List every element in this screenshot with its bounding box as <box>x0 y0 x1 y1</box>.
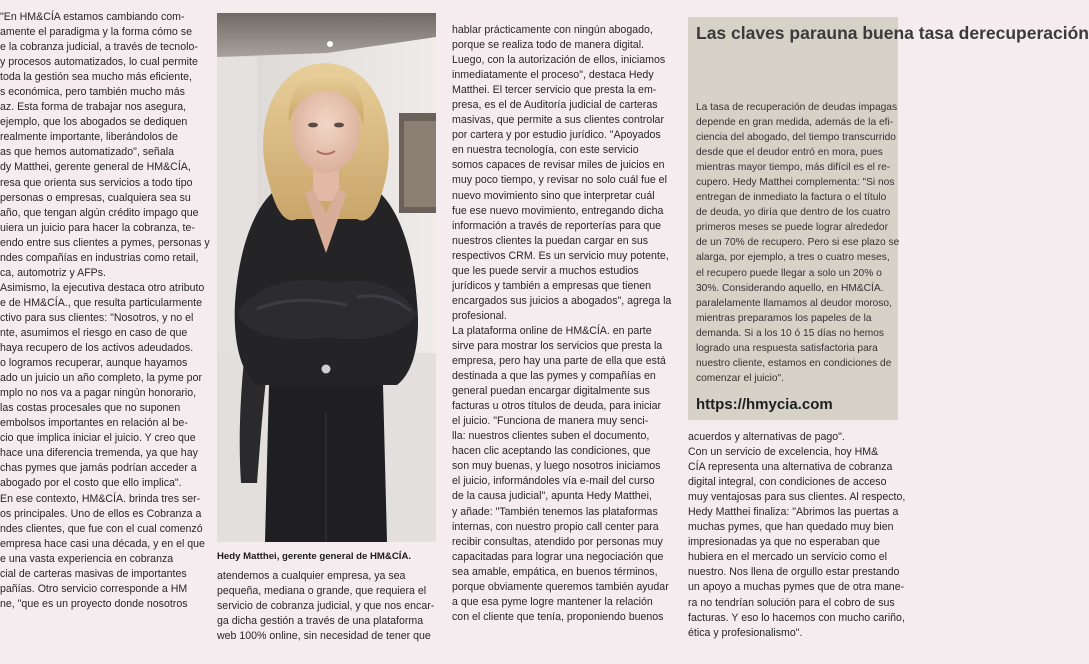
text-line: ética y profesionalismo". <box>688 626 803 639</box>
text-line: muchas pymes, que han quedado muy bien <box>688 521 894 534</box>
text-line: demanda. Si a los 10 ó 15 días no hemos <box>696 327 885 339</box>
text-line: destinada a que las pymes y compañías en <box>452 370 656 383</box>
text-line: inmediatamente el proceso", destaca Hedy <box>452 69 654 82</box>
text-line: una buena tasa de <box>826 23 980 43</box>
text-line: nuevo movimiento sino que interpretar cuál <box>452 189 655 202</box>
text-line: cupero. Hedy Matthei complementa: "Si nos <box>696 177 895 189</box>
sidebar-title <box>696 23 1089 44</box>
text-line: nte, asumimos el riesgo en caso de que <box>0 326 188 339</box>
text-line: haya recupero de los activos adeudados. <box>0 342 194 355</box>
text-line: hacen clic aceptando las condiciones, que <box>452 445 651 458</box>
text-line: ga dicha gestión a través de una plataforma <box>217 615 424 628</box>
text-line: cial de carteras masivas de importantes <box>0 567 187 580</box>
text-line: depende en gran medida, además de la efi- <box>696 117 894 129</box>
website-link[interactable]: https://hmycia.com <box>696 396 833 413</box>
text-line: primeros meses se puede lograr alrededor <box>696 222 888 234</box>
text-line: ra no tendrían solución para el cobro de sus <box>688 596 895 609</box>
text-line: ctivo para sus clientes: "Nosotros, y no el <box>0 311 194 324</box>
text-line: e una vasta experiencia en cobranza <box>0 552 174 565</box>
text-line: uiera un juicio para hacer la cobranza, te- <box>0 221 195 234</box>
text-line: empresa, pero hay una parte de ella que está <box>452 355 666 368</box>
text-line: ndes compañías en industrias como retail, <box>0 251 199 264</box>
text-line: que les puede servir a muchos estudios <box>452 264 639 277</box>
text-line: muy poco tiempo, y revisar no solo cuál fue el <box>452 174 667 187</box>
text-line: en nuestra tecnología, con este servicio <box>452 144 639 157</box>
text-line: facturas u otros títulos de deuda, para iniciar <box>452 400 662 413</box>
text-line: web 100% online, sin necesidad de tener que <box>217 630 431 643</box>
text-line: mientras preparamos los papeles de la <box>696 312 872 324</box>
text-line: endo entre sus clientes a pymes, personas y <box>0 236 210 249</box>
text-line: información a través de reporterías para que <box>452 219 662 232</box>
text-line: respectivos CRM. Es un servicio muy potente, <box>452 249 669 262</box>
text-line: 30%. Considerando aquello, en HM&CÍA. <box>696 282 884 294</box>
text-line: el recupero puede llegar a solo un 20% o <box>696 267 882 279</box>
text-line: hubiera en el mercado un servicio como el <box>688 551 888 564</box>
text-line: La plataforma online de HM&CÍA. en parte <box>452 324 652 337</box>
text-line: de deuda, yo diría que dentro de los cuatro <box>696 207 891 219</box>
text-line: resa que orienta sus servicios a todo tipo <box>0 176 193 189</box>
text-line: sea amable, empática, en buenos términos, <box>452 565 658 578</box>
text-line: jurídicos y también a empresas que tienen <box>452 279 652 292</box>
text-line: servicio de cobranza judicial, y que nos encar- <box>217 600 435 613</box>
text-line: recibir consultas, atendido por personas muy <box>452 535 663 548</box>
photo-caption: Hedy Matthei, gerente general de HM&CÍA. <box>217 551 412 562</box>
text-line: ne, "que es un proyecto donde nosotros <box>0 597 188 610</box>
text-line: capacitadas para lograr una negociación que <box>452 550 664 563</box>
text-line: Matthei. El tercer servicio que presta la em- <box>452 84 657 97</box>
text-line: pequeña, mediana o grande, que requiera el <box>217 585 427 598</box>
text-line: logrado una respuesta satisfactoria para <box>696 342 878 354</box>
text-line: e de HM&CÍA., que resulta particularmente <box>0 296 202 309</box>
text-line: hablar prácticamente con ningún abogado, <box>452 24 653 36</box>
text-line: toda la gestión sea mucho más eficiente, <box>0 71 192 84</box>
text-line: La tasa de recuperación de deudas impagas <box>696 102 898 113</box>
text-line: ado un juicio un año completo, la pyme por <box>0 372 202 385</box>
text-line: el juicio, informándoles vía e-mail del curso <box>452 475 655 488</box>
text-line: Con un servicio de excelencia, hoy HM& <box>688 446 879 459</box>
text-line: empresa hace casi una década, y en el que <box>0 537 205 550</box>
text-line: porque se realiza todo de manera digital. <box>452 39 644 52</box>
text-line: acuerdos y alternativas de pago". <box>688 431 845 443</box>
text-line: con el cliente que tenía, proponiendo buenos <box>452 610 664 623</box>
text-line: ca, automotriz y AFPs. <box>0 266 106 279</box>
text-line: Asimismo, la ejecutiva destaca otro atributo <box>0 281 205 294</box>
text-line: por cartera y por estudio jurídico. "Apoyados <box>452 129 661 142</box>
text-line: digital integral, con condiciones de acceso <box>688 476 887 489</box>
text-line: mientras mayor tiempo, más difícil es el re- <box>696 162 891 174</box>
text-line: abogado por el costo que ello implica". <box>0 477 182 490</box>
text-line: un apoyo a muchas pymes que de otra mane- <box>688 581 905 594</box>
text-line: personas o empresas, cualquiera sea su <box>0 191 191 204</box>
article-column-3 <box>452 23 684 625</box>
text-line: nuestro. Nos llena de orgullo estar prestando <box>688 566 900 579</box>
text-line: paralelamente llamamos al deudor moroso, <box>696 297 892 309</box>
sidebar-body <box>696 100 898 386</box>
text-line: a que esa pyme logre mantener la relación <box>452 595 653 608</box>
text-line: ejemplo, que los abogados se dediquen <box>0 116 188 129</box>
text-line: impresionadas ya que no esperaban que <box>688 536 881 549</box>
text-line: pañías. Otro servicio corresponde a HM <box>0 582 188 595</box>
text-line: nuestros clientes la puedan cargar en sus <box>452 234 649 247</box>
article-column-2 <box>217 569 439 644</box>
text-line: ndes clientes, que fue con el cual comenzó <box>0 522 203 535</box>
text-line: desde que el deudor entró en mora, pues <box>696 147 883 159</box>
text-line: amente el paradigma y la forma cómo se <box>0 26 192 39</box>
text-line: comenzar el juicio". <box>696 372 784 384</box>
text-line: realmente importante, liberándolos de <box>0 131 178 144</box>
article-column-4 <box>688 430 906 641</box>
text-line: el juicio. "Funciona de manera muy senci- <box>452 415 649 428</box>
text-line: Hedy Matthei finaliza: "Abrimos las puertas a <box>688 506 899 519</box>
text-line: ciencia del abogado, del tiempo transcurrido <box>696 132 896 144</box>
text-line: de la causa judicial", apunta Hedy Matthei, <box>452 490 652 503</box>
text-line: encargados sus juicios a abogados", agrega la <box>452 294 672 307</box>
text-line: somos capaces de revisar miles de juicios en <box>452 159 665 172</box>
text-line: Luego, con la autorización de ellos, iniciamos <box>452 54 666 67</box>
jacket-button-icon <box>322 365 331 374</box>
text-line: son muy buenas, y luego nosotros iniciamos <box>452 460 661 473</box>
text-line: facturas. Y eso lo hacemos con mucho cariño, <box>688 611 905 624</box>
text-line: e la cobranza judicial, a través de tecnolo- <box>0 41 198 54</box>
text-line: embolsos importantes en relación al be- <box>0 417 188 430</box>
text-line: muy ventajosas para sus clientes. Al respecto, <box>688 491 906 504</box>
text-line: y añade: "También tenemos las plataformas <box>452 505 658 518</box>
text-line: atendemos a cualquier empresa, ya sea <box>217 570 406 582</box>
text-line: sirve para mostrar los servicios que presta la <box>452 339 663 352</box>
text-line: y procesos automatizados, lo cual permite <box>0 56 198 69</box>
text-line: s económica, pero también mucho más <box>0 86 185 99</box>
text-line: masivas, que permite a sus clientes controlar <box>452 114 664 127</box>
text-line: presa, es el de Auditoría judicial de carteras <box>452 99 658 112</box>
text-line: os principales. Uno de ellos es Cobranza a <box>0 507 202 520</box>
text-line: o logramos recuperar, aunque hayamos <box>0 357 188 370</box>
portrait-illustration <box>217 13 436 542</box>
text-line: recuperación <box>979 23 1089 43</box>
text-line: nuestro cliente, estamos en condiciones de <box>696 357 892 369</box>
text-line: Las claves para <box>696 23 827 43</box>
text-line: alarga, por ejemplo, a tres o cuatro meses, <box>696 252 890 264</box>
article-column-1 <box>0 10 208 612</box>
text-line: dy Matthei, gerente general de HM&CÍA, <box>0 161 191 174</box>
text-line: lla: nuestros clientes suben el documento, <box>452 430 650 443</box>
text-line: chas pymes que jamás podrían acceder a <box>0 462 197 475</box>
text-line: internas, con nuestro propio call center para <box>452 520 659 533</box>
text-line: de un 70% de recupero. Pero si ese plazo se <box>696 237 900 249</box>
text-line: hace una diferencia tremenda, ya que hay <box>0 447 198 460</box>
text-line: cio que implica iniciar el juicio. Y creo que <box>0 432 196 445</box>
text-line: porque obviamente queremos también ayudar <box>452 580 669 593</box>
ceiling-light-icon <box>327 41 333 47</box>
sidebar-box <box>688 17 1089 420</box>
portrait-photo <box>217 13 436 542</box>
text-line: entregan de inmediato la factura o el título <box>696 192 887 204</box>
text-line: año, que tengan algún crédito impago que <box>0 206 199 219</box>
text-line: general puedan encargar digitalmente sus <box>452 385 650 398</box>
text-line: las costas procesales que no suponen <box>0 402 181 415</box>
text-line: az. Esta forma de trabajar nos asegura, <box>0 101 187 114</box>
text-line: "En HM&CÍA estamos cambiando com- <box>0 11 185 23</box>
text-line: En ese contexto, HM&CÍA. brinda tres ser- <box>0 492 201 505</box>
text-line: profesional. <box>452 309 507 322</box>
text-line: fue ese nuevo movimiento, entregando dicha <box>452 204 664 217</box>
text-line: mplo no nos va a pagar ningún honorario, <box>0 387 197 400</box>
text-line: CÍA representa una alternativa de cobranza <box>688 461 893 474</box>
text-line: as que hemos automatizado", señala <box>0 146 174 159</box>
